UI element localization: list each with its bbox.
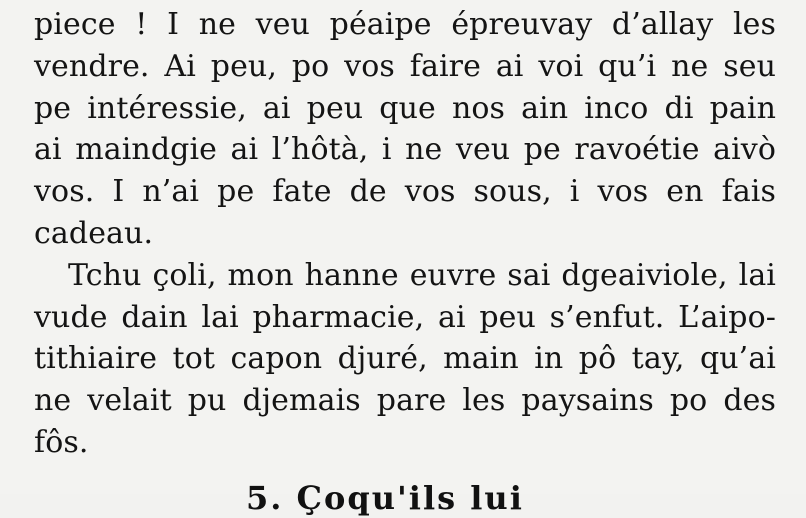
text-line: tithiaire tot capon djuré, main in pô tay, qu’ai: [34, 341, 776, 377]
text-line-paragraph-end: cadeau.: [34, 215, 154, 251]
text-line-paragraph-start: Tchu çoli, mon hanne euvre sai dgeaiviole, lai: [68, 257, 776, 293]
text-line: pe intéressie, ai peu que nos ain inco di pain: [34, 90, 776, 126]
text-line-paragraph-end: fôs.: [34, 424, 89, 460]
cut-off-heading-region: [0, 474, 806, 517]
body-text: [34, 4, 776, 464]
text-line: vendre. Ai peu, po vos faire ai voi qu’i ne seu: [34, 48, 776, 84]
text-line: ne velait pu djemais pare les paysains po des: [34, 383, 776, 419]
text-line: ai maindgie ai l’hôtà, i ne veu pe ravoétie aivò: [34, 132, 776, 168]
text-line: vude dain lai pharmacie, ai peu s’enfut. L’aipo-: [34, 299, 776, 335]
cut-off-heading: 5. Çoqu'ils lui: [246, 479, 524, 517]
text-line: vos. I n’ai pe fate de vos sous, i vos en fais: [34, 174, 776, 210]
text-line: piece ! I ne veu péaipe épreuvay d’allay les: [34, 7, 776, 42]
